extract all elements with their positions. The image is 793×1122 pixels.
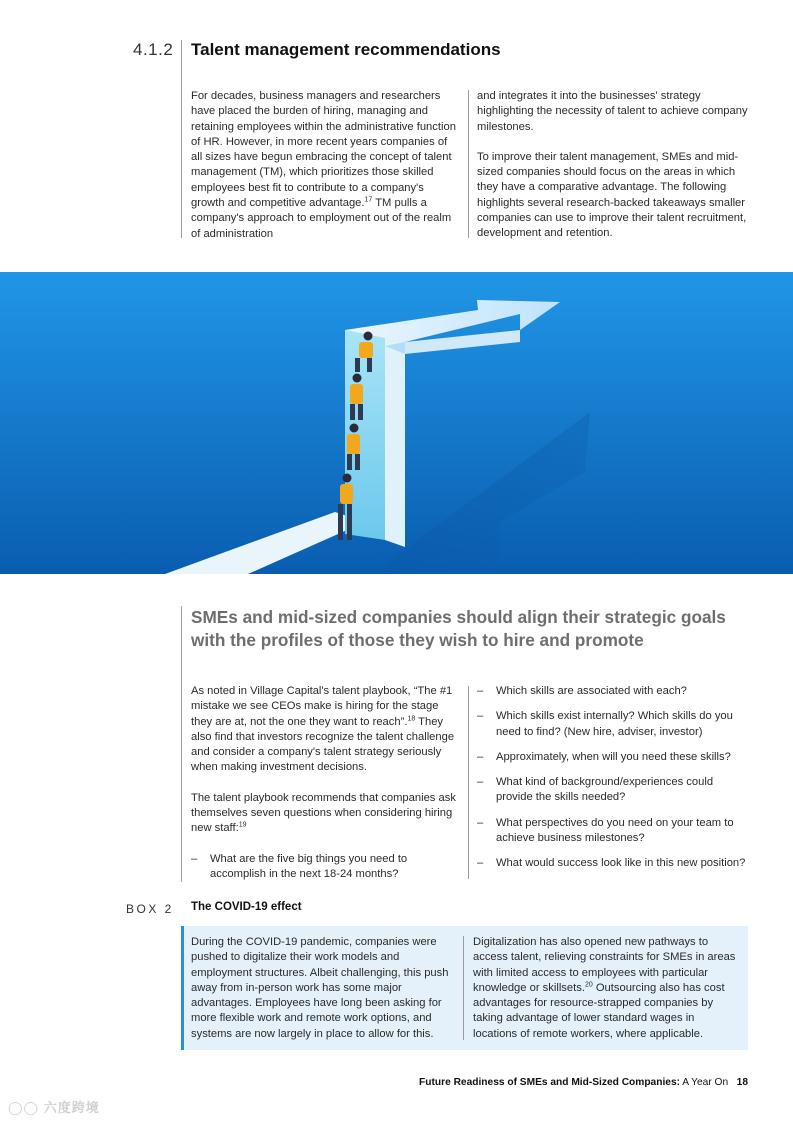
box-title: The COVID-19 effect (191, 901, 302, 913)
playbook-column-2 (477, 684, 749, 882)
playbook-p1: As noted in Village Capital's talent playbook, “The #1 mistake we see CEOs make is hiring for the stage they are at, not the one they want to reach”. (191, 685, 453, 728)
questions-list-left (191, 852, 456, 883)
playbook-p2: The talent playbook recommends that companies ask themselves seven questions when considering hiring new staff: (191, 791, 456, 835)
intro-col1-text-after: TM pulls a company's approach to employment out of the realm of administration (191, 197, 452, 240)
watermark (8, 1097, 100, 1116)
playbook-column-1 (191, 684, 456, 892)
list-item: – What are the five big things you need to accomplish in the next 18-24 months? (191, 852, 456, 883)
footer-title-bold: Future Readiness of SMEs and Mid-Sized Companies: (419, 1077, 680, 1088)
box-col2-text: Digitalization has also opened new pathways to access talent, relieving constraints for SMEs in areas with limited access to employees with particular knowledge or skillsets. (473, 936, 736, 994)
section-title: Talent management recommendations (191, 40, 501, 59)
list-item: – What kind of background/experiences could provide the skills needed? (477, 775, 749, 806)
footnote-ref[interactable]: 17 (364, 196, 373, 204)
intro-col2-p2: To improve their talent management, SMEs and mid-sized companies should focus on the areas in which they have a comparative advantage. The following highlights several research-backed takeaways smaller companies can use to improve their talent recruitment, development and retention. (477, 150, 747, 240)
page-number: 18 (736, 1077, 748, 1088)
intro-column-1 (191, 89, 456, 257)
watermark-logo-icon: ◯◯ (8, 1100, 40, 1115)
callout-heading: SMEs and mid-sized companies should align their strategic goals with the profiles of those they wish to hire and promote (191, 607, 726, 650)
climbing-team-arrow-illustration (0, 272, 793, 574)
questions-list-right (477, 684, 749, 872)
intro-col1-text: For decades, business managers and researchers have placed the burden of hiring, managing and retaining employees within the administrative function of HR. However, in more recent years companies of all sizes have begun embracing the concept of talent management (TM), which prioritizes those skilled employees best fit to contribute to a company's growth and competitive advantage. (191, 90, 456, 210)
hero-illustration (0, 272, 793, 574)
list-item: – What perspectives do you need on your team to achieve business milestones? (477, 816, 749, 847)
playbook-p1-after: They also find that investors recognize the talent challenge and consider a company's talent strategy seriously when making investment decisions. (191, 715, 455, 774)
box-column-1 (191, 935, 453, 1057)
list-item: – Which skills exist internally? Which skills do you need to find? (New hire, adviser, investor) (477, 709, 749, 740)
column-divider (468, 90, 469, 238)
box-col1-text: During the COVID-19 pandemic, companies were pushed to digitalize their work models and employment structures. Albeit challenging, this push away from in-person work has some major advantages. Employees have long been asking for more flexible work and remote work options, and systems are now largely in place to allow for this. (191, 936, 449, 1040)
box-column-divider (463, 936, 464, 1040)
list-item: – What would success look like in this new position? (477, 856, 749, 871)
footer-title-rest: A Year On (680, 1077, 729, 1088)
intro-column-2 (477, 89, 749, 257)
intro-col2-p1: and integrates it into the businesses' strategy highlighting the necessity of talent to achieve company milestones. (477, 90, 748, 133)
watermark-text: 六度跨境 (43, 1100, 100, 1115)
page-footer (380, 1077, 748, 1088)
section-divider (181, 40, 182, 238)
column-divider (468, 686, 469, 879)
section-number: 4.1.2 (133, 40, 174, 59)
list-item: – Which skills are associated with each? (477, 684, 749, 699)
footnote-ref[interactable]: 19 (238, 821, 247, 829)
list-item: – Approximately, when will you need these skills? (477, 750, 749, 765)
box-col2-text-after: Outsourcing also has cost advantages for resource-strapped companies by taking advantage of lower standard wages in locations of remote workers, where applicable. (473, 981, 725, 1040)
box-label: BOX 2 (126, 902, 174, 916)
callout-divider (181, 606, 182, 882)
footnote-ref[interactable]: 18 (407, 714, 416, 722)
footnote-ref[interactable]: 20 (584, 981, 593, 989)
box-column-2 (473, 935, 741, 1057)
